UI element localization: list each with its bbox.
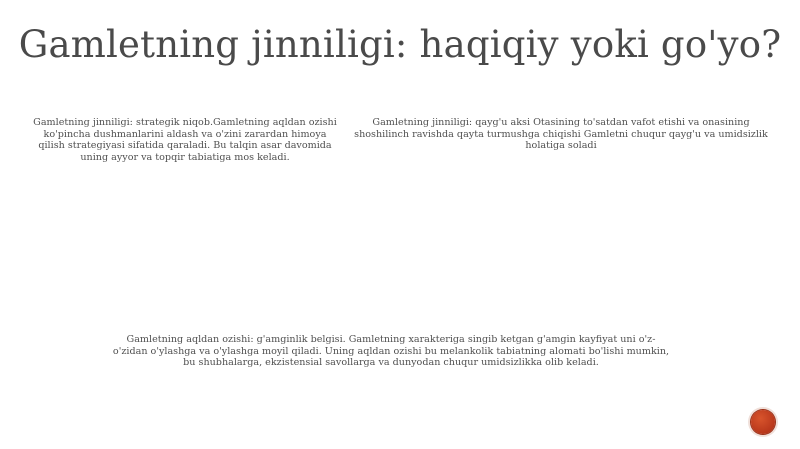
next-slide-button[interactable]: [748, 407, 778, 437]
text-block-melancholy: Gamletning aqldan ozishi: g'amginlik belgisi. Gamletning xarakteriga singib ketgan g'amgin kayfiyat uni o'z-o'zidan o'ylashga va o'ylashga moyil qiladi. Uning aqldan ozishi bu melankolik tabiatning alomati bo'lishi mumkin, bu shubhalarga, ekzistensial savollarga va dunyodan chuqur umidsizlikka olib keladi.: [112, 334, 670, 369]
text-block-strategic-mask: Gamletning jinniligi: strategik niqob.Gamletning aqldan ozishi ko'pincha dushmanlarini aldash va o'zini zarardan himoya qilish strategiyasi sifatida qaraladi. Bu talqin asar davomida uning ayyor va topqir tabiatiga mos keladi.: [33, 117, 337, 163]
text-block-grief: Gamletning jinniligi: qayg'u aksi Otasining to'satdan vafot etishi va onasining shoshilinch ravishda qayta turmushga chiqishi Gamletni chuqur qayg'u va umidsizlik holatiga soladi: [354, 117, 768, 152]
circle-nav-icon: [751, 410, 775, 434]
slide-title: Gamletning jinniligi: haqiqiy yoki go'yo?: [18, 23, 782, 66]
